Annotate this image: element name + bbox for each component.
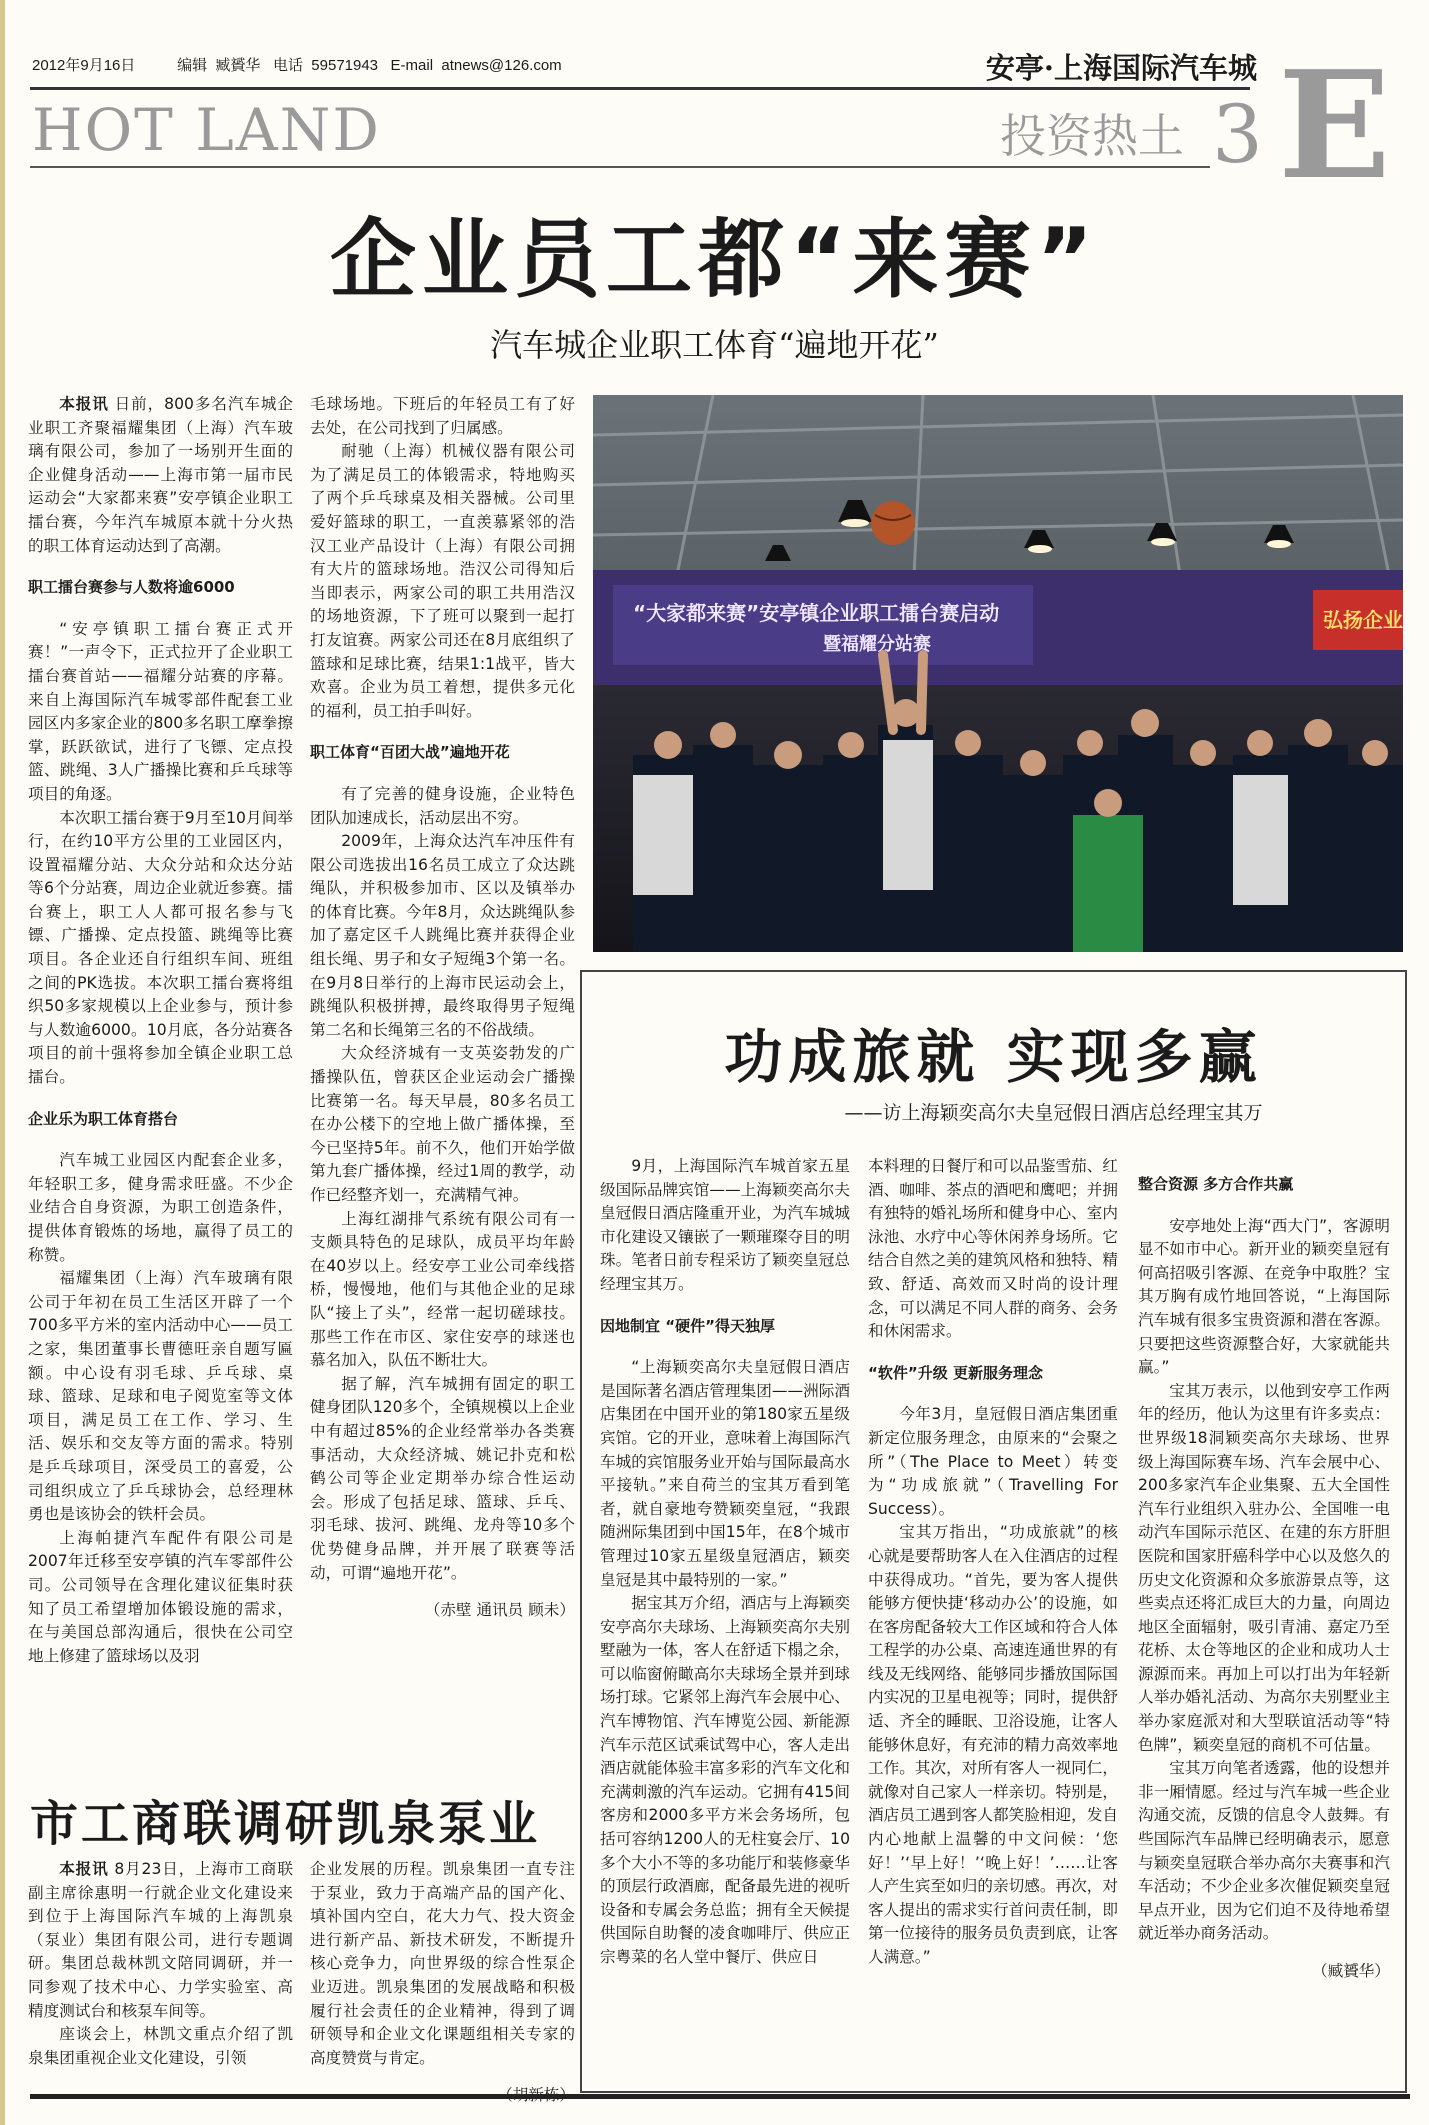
section-heading: 企业乐为职工体育搭台 bbox=[28, 1109, 179, 1128]
article3-title: 市工商联调研凯泉泵业 bbox=[30, 1796, 541, 1852]
paragraph-continued: 毛球场地。下班后的年轻员工有了好去处，在公司找到了归属感。 bbox=[310, 395, 575, 437]
paragraph: 上海帕捷汽车配件有限公司是2007年迁移至安亭镇的汽车零部件公司。公司领导在含理化建议征集时获知了员工希望增加体锻设施的需求，在与美国总部沟通后，很快在公司空地上修建了篮球场以及羽 bbox=[28, 1528, 293, 1665]
dateline-tag: 本报讯 bbox=[59, 395, 109, 413]
dateline-tag: 本报讯 bbox=[59, 1860, 109, 1878]
lead-text: 日前，800多名汽车城企业职工齐聚福耀集团（上海）汽车玻璃有限公司，参加了一场别开生面的企业健身活动——上海市第一届市民运动会“大家都来赛”安亭镇企业职工擂台赛，今年汽车城原本就十分火热的职工体育运动达到了高潮。 bbox=[28, 395, 293, 555]
section-name-en: HOT LAND bbox=[32, 96, 381, 164]
byline: （赤壁 通讯员 顾未） bbox=[424, 1601, 575, 1620]
header-rule bbox=[30, 87, 1250, 90]
paragraph: 汽车城工业园区内配套企业多，年轻职工多，健身需求旺盛。不少企业结合自身资源，为职工创造条件，提供体育锻炼的场地，赢得了员工的称赞。 bbox=[28, 1151, 293, 1264]
footer-rule bbox=[30, 2094, 1410, 2099]
paragraph: 今年3月，皇冠假日酒店集团重新定位服务理念，由原来的“会聚之所”（The Place to Meet）转变为“功成旅就”（Travelling For Success）。 bbox=[868, 1405, 1118, 1518]
article3-column-2 bbox=[310, 1858, 575, 2108]
section-heading: 职工体育“百团大战”遍地开花 bbox=[310, 743, 510, 762]
lead-paragraph bbox=[28, 393, 293, 558]
phone: 电话 59571943 bbox=[272, 57, 379, 74]
page-number: 3 bbox=[1212, 88, 1263, 181]
header-meta bbox=[32, 54, 562, 75]
email: E-mail atnews@126.com bbox=[390, 57, 562, 74]
paragraph: 2009年，上海众达汽车冲压件有限公司选拔出16名员工成立了众达跳绳队，并积极参加市、区以及镇举办的体育比赛。今年8月，众达跳绳队参加了嘉定区千人跳绳比赛并获得企业组长绳、男子和女子短绳3个第一名。在9月8日举行的上海市民运动会上，跳绳队积极拼搏，最终取得男子短绳第二名和长绳第三名的不俗战绩。 bbox=[310, 832, 575, 1039]
paragraph: 安亭地处上海“西大门”，客源明显不如市中心。新开业的颖奕皇冠有何高招吸引客源、在竞争中取胜？宝其万胸有成竹地回答说，“上海国际汽车城有很多宝贵资源和潜在客源。只要把这些资源整合好，大家就能共赢。” bbox=[1138, 1216, 1390, 1377]
paragraph: 耐驰（上海）机械仪器有限公司为了满足员工的体锻需求，特地购买了两个乒乓球桌及相关器械。公司里爱好篮球的职工，一直羡慕紧邻的浩汉工业产品设计（上海）有限公司拥有大片的篮球场地。浩汉公司得知后当即表示，两家公司的职工共用浩汉的场地资源，下了班可以聚到一起打打友谊赛。两家公司还在8月底组织了篮球和足球比赛，结果1:1战平，皆大欢喜。企业为员工着想，提供多元化的福利，员工拍手叫好。 bbox=[310, 442, 575, 720]
paragraph: 有了完善的健身设施，企业特色团队加速成长，活动层出不穷。 bbox=[310, 784, 575, 827]
paragraph: 宝其万向笔者透露，他的设想并非一厢情愿。经过与汽车城一些企业沟通交流，反馈的信息令人鼓舞。有些国际汽车品牌已经明确表示，愿意与颖奕皇冠联合举办高尔夫赛事和汽车活动；不少企业多次催促颖奕皇冠早点开业，因为它们迫不及待地希望就近举办商务活动。 bbox=[1138, 1759, 1390, 1943]
paragraph: 本次职工擂台赛于9月至10月间举行，在约10平方公里的工业园区内，设置福耀分站、大众分站和众达分站等6个分站赛，周边企业就近参赛。擂台赛上，职工人人都可报名参与飞镖、广播操、定点投篮、跳绳等比赛项目。各企业还自行组织车间、班组之间的PK选拔。本次职工擂台赛将组织50多家规模以上企业参与，预计参与人数逾6000。10月底，各分站赛各项目的前十强将参加全镇企业职工总擂台。 bbox=[28, 808, 293, 1087]
paragraph: 福耀集团（上海）汽车玻璃有限公司于年初在员工生活区开辟了一个700多平方米的室内活动中心——员工之家，集团董事长曹德旺亲自题写匾额。中心设有羽毛球、乒乓球、桌球、篮球、足球和电子阅览室等文体项目，满足员工在工作、学习、生活、娱乐和交友等方面的需求。特别是乒乓球项目，深受员工的喜爱，公司组织成立了乒乓球协会，总经理林勇也是该协会的铁杆会员。 bbox=[28, 1269, 293, 1524]
section-heading: 因地制宜 “硬件”得天独厚 bbox=[600, 1316, 775, 1335]
issue-date: 2012年9月16日 bbox=[32, 57, 136, 74]
paragraph: 宝其万表示，以他到安亭工作两年的经历，他认为这里有许多卖点：世界级18洞颖奕高尔夫球场、世界级上海国际赛车场、汽车会展中心、200多家汽车企业集聚、五大全国性汽车行业组织入驻办公、全国唯一电动汽车国际示范区、在建的东方肝胆医院和国家肝癌科学中心以及悠久的历史文化资源和众多旅游景点等，这些卖点还将汇成巨大的力量，向周边地区全面辐射，吸引青浦、嘉定乃至花桥、太仓等地区的企业和成功人士源源而来。再加上可以打出为年轻新人举办婚礼活动、为高尔夫别墅业主举办家庭派对和大型联谊活动等“特色牌”，颖奕皇冠的商机不可估量。 bbox=[1138, 1381, 1390, 1754]
newspaper-brand: 安亭·上海国际汽车城 bbox=[985, 51, 1257, 85]
article2-title: 功成旅就 实现多赢 bbox=[724, 1023, 1263, 1091]
banner-right-text: 弘扬企业 bbox=[1323, 608, 1403, 632]
section-name-cn: 投资热土 bbox=[1000, 109, 1184, 163]
paragraph: 据宝其万介绍，酒店与上海颖奕安亭高尔夫球场、上海颖奕高尔夫别墅融为一体，客人在舒适下榻之余，可以临窗俯瞰高尔夫球场全景并到球场打球。它紧邻上海汽车会展中心、汽车博物馆、汽车博览公园、新能源汽车示范区试乘试驾中心，客人走出酒店就能体验丰富多彩的汽车文化和充满刺激的汽车运动。它拥有415间客房和2000多平方米会务场所，包括可容纳1200人的无柱宴会厅、10多个大小不等的多功能厅和装修豪华的顶层行政酒廊，配备最先进的视听设备和专属会务总监；拥有全天候提供国际自助餐的凌食咖啡厅、供应正宗粤菜的名人堂中餐厅、供应日 bbox=[600, 1594, 850, 1966]
paragraph-continued: 企业发展的历程。凯泉集团一直专注于泵业，致力于高端产品的国产化、填补国内空白，花大力气、投大资金进行新产品、新技术研发，不断提升核心竞争力，向世界级的综合性泵企业迈进。凯泉集团的发展战略和积极履行社会责任的企业精神，得到了调研领导和企业文化课题组相关专家的高度赞赏与肯定。 bbox=[310, 1860, 575, 2067]
page-letter: E bbox=[1278, 38, 1391, 212]
paragraph: 上海红湖排气系统有限公司有一支颇具特色的足球队，成员平均年龄在40岁以上。经安亭工业公司牵线搭桥，慢慢地，他们与其他企业的足球队“接上了头”，经常一起切磋球技。那些工作在市区、家住安亭的球迷也慕名加入，队伍不断壮大。 bbox=[310, 1209, 575, 1370]
article3-column-1 bbox=[28, 1858, 293, 2070]
article2-column-2 bbox=[868, 1155, 1118, 1970]
byline: （臧贇华） bbox=[1312, 1962, 1390, 1980]
paragraph: 据了解，汽车城拥有固定的职工健身团队120多个，全镇规模以上企业中有超过85%的企业经常举办各类赛事活动，大众经济城、姚记扑克和松鹤公司等企业定期举办综合性运动会。形成了包括足球、篮球、乒乓、羽毛球、拔河、跳绳、龙舟等10多个优势健身品牌，并开展了联赛等活动，可谓“遍地开花”。 bbox=[310, 1374, 575, 1582]
editor: 编辑 臧贇华 bbox=[177, 57, 261, 74]
section-heading: 职工擂台赛参与人数将逾6000 bbox=[28, 578, 235, 597]
article1-column-2 bbox=[310, 393, 575, 1623]
section-heading: 整合资源 多方合作共赢 bbox=[1138, 1175, 1294, 1193]
article2-subtitle: ——访上海颖奕高尔夫皇冠假日酒店总经理宝其万 bbox=[844, 1102, 1263, 1124]
section-rule bbox=[30, 166, 1210, 168]
lead-paragraph bbox=[28, 1858, 293, 2023]
section-heading: “软件”升级 更新服务理念 bbox=[868, 1363, 1043, 1382]
paragraph: 9月，上海国际汽车城首家五星级国际品牌宾馆——上海颖奕高尔夫皇冠假日酒店隆重开业，为汽车城城市化建设又镶嵌了一颗璀璨夺目的明珠。笔者日前专程采访了颖奕皇冠总经理宝其万。 bbox=[600, 1157, 850, 1293]
left-margin-bar bbox=[0, 0, 5, 2125]
event-photo bbox=[593, 395, 1403, 952]
paragraph: “安亭镇职工擂台赛正式开赛！”一声令下，正式拉开了企业职工擂台赛首站——福耀分站赛的序幕。来自上海国际汽车城零部件配套工业园区内多家企业的800多名职工摩拳擦掌，跃跃欲试，进行了飞镖、定点投篮、跳绳、3人广播操比赛和乒乓球等项目的角逐。 bbox=[28, 619, 293, 803]
paragraph: 宝其万指出，“功成旅就”的核心就是要帮助客人在入住酒店的过程中获得成功。“首先，要为客人提供能够方便快捷‘移动办公’的设施，如在客房配备较大工作区域和符合人体工程学的办公桌、高速连通世界的有线及无线网络、能够同步播放国际国内实况的卫星电视等；同时，提供舒适、齐全的睡眠、卫浴设施，让客人能够休息好，有充沛的精力高效率地工作。其次，对所有客人一视同仁，就像对自己家人一样亲切。特别是，酒店员工遇到客人都笑脸相迎，发自内心地献上温馨的中文问候：‘您好！’‘早上好！’‘晚上好！’……让客人产生宾至如归的亲切感。再次，对客人提出的需求实行首问责任制，即第一位接待的服务员负责到底，让客人满意。” bbox=[868, 1523, 1118, 1966]
lead-text: 8月23日，上海市工商联副主席徐惠明一行就企业文化建设来到位于上海国际汽车城的上海凯泉（泵业）集团有限公司，进行专题调研。集团总裁林凯文陪同调研，并一同参观了技术中心、力学实验室、高精度测试台和核泵车间等。 bbox=[28, 1860, 293, 2020]
article1-column-1 bbox=[28, 393, 293, 1668]
banner-sub-text: 暨福耀分站赛 bbox=[823, 634, 931, 655]
article2-column-1 bbox=[600, 1155, 850, 1970]
paragraph: 大众经济城有一支英姿勃发的广播操队伍，曾获区企业运动会广播操比赛第一名。每天早晨，80多名员工在办公楼下的空地上做广播体操，至今已坚持5年。前不久，他们开始学做第九套广播体操，经过1周的教学，动作已经整齐划一，充满精气神。 bbox=[310, 1044, 575, 1204]
paragraph: “上海颖奕高尔夫皇冠假日酒店是国际著名酒店管理集团——洲际酒店集团在中国开业的第180家五星级宾馆。它的开业，意味着上海国际汽车城的宾馆服务业开始与国际最高水平接轨。”来自荷兰的宝其万看到笔者，就自豪地夸赞颖奕皇冠，“我跟随洲际集团到中国15年，在8个城市管理过10家五星级皇冠酒店，颖奕皇冠是其中最特别的一家。” bbox=[600, 1358, 850, 1589]
article2-column-3 bbox=[1138, 1155, 1390, 1984]
paragraph: 座谈会上，林凯文重点介绍了凯泉集团重视企业文化建设，引领 bbox=[28, 2025, 293, 2067]
article1-subtitle: 汽车城企业职工体育“遍地开花” bbox=[490, 326, 939, 364]
paragraph-continued: 本料理的日餐厅和可以品鉴雪茄、红酒、咖啡、茶点的酒吧和鹰吧；并拥有独特的婚礼场所和健身中心、室内泳池、水疗中心等休闲养身场所。它结合自然之美的建筑风格和独特、精致、舒适、高效而又时尚的设计理念，可以满足不同人群的商务、会务和休闲需求。 bbox=[868, 1157, 1118, 1341]
article1-title: 企业员工都“来赛” bbox=[329, 210, 1100, 310]
banner-main-text: “大家都来赛”安亭镇企业职工擂台赛启动 bbox=[633, 601, 1000, 625]
